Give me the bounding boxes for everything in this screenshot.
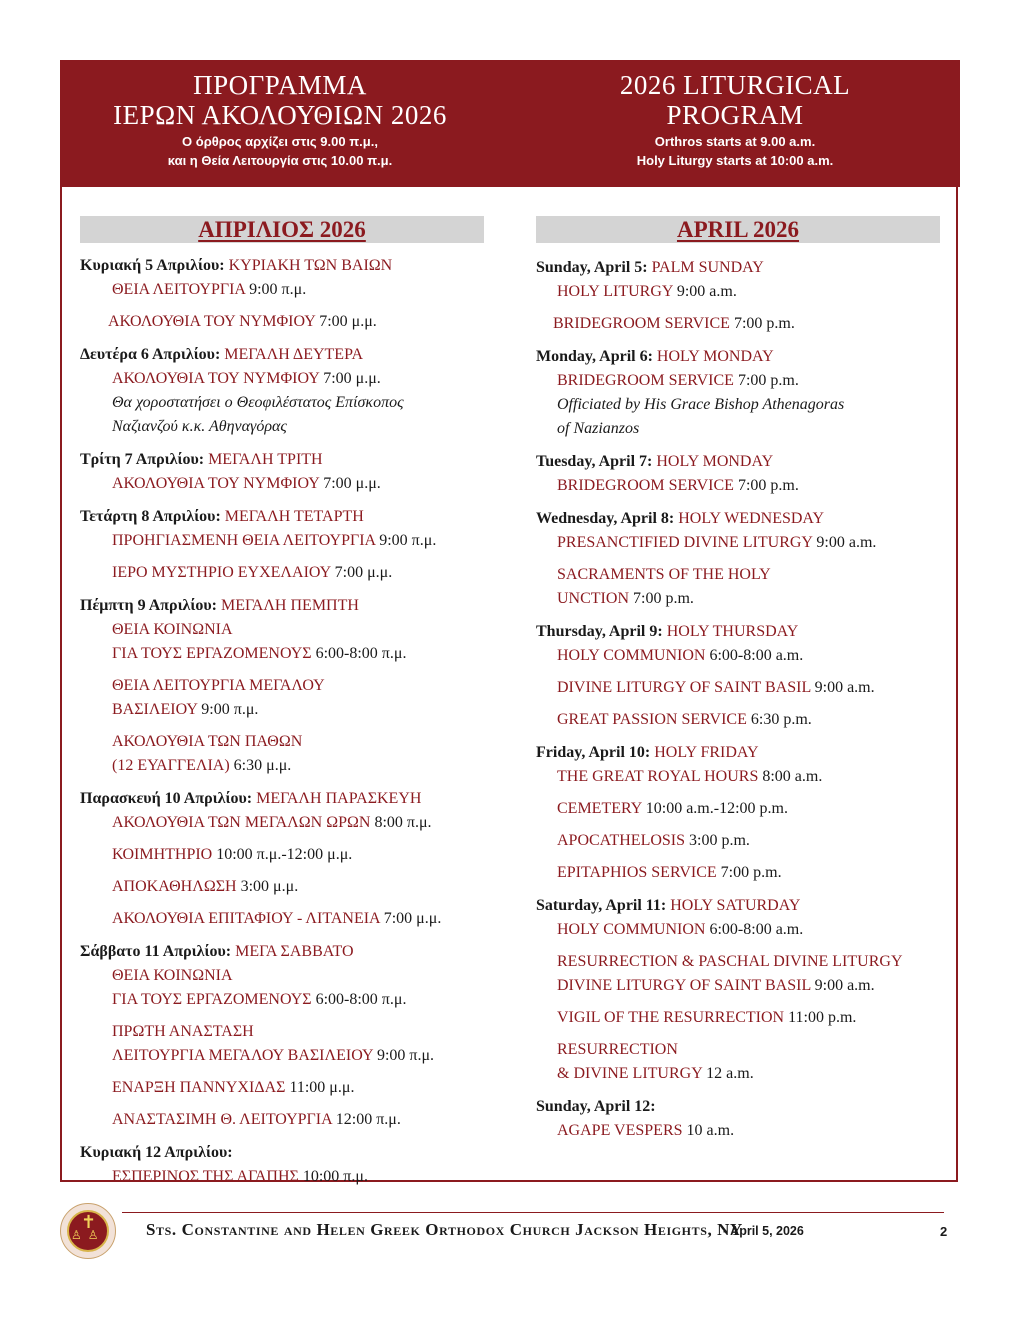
service-time: 7:00 μ.μ.	[383, 910, 442, 927]
header-english-sub-2: Holy Liturgy starts at 10:00 a.m.	[636, 153, 834, 168]
service-name: ΑΝΑΣΤΑΣΙΜΗ Θ. ΛΕΙΤΟΥΡΓΙΑ	[112, 1111, 332, 1128]
greek-service	[80, 367, 500, 439]
english-day	[536, 256, 948, 336]
english-service	[536, 280, 948, 304]
day-name: Sunday, April 12:	[536, 1098, 656, 1115]
service-note: Officiated by His Grace Bishop Athenagoras	[557, 396, 845, 413]
service-time: 7:00 p.m.	[737, 477, 799, 494]
service-line	[112, 1020, 500, 1044]
day-title: ΜΕΓΑΛΗ ΔΕΥΤΕΡΑ	[224, 346, 364, 363]
service-line	[557, 587, 948, 611]
english-day-header	[536, 620, 948, 644]
day-title: HOLY FRIDAY	[654, 744, 759, 761]
header-greek-title-1: ΠΡΟΓΡΑΜΜΑ	[193, 70, 367, 100]
service-line	[557, 676, 948, 700]
english-service	[536, 829, 948, 853]
service-line	[557, 417, 948, 441]
english-service	[536, 531, 948, 555]
day-name: Τρίτη 7 Απριλίου:	[80, 451, 205, 468]
footer-page-number: 2	[940, 1224, 948, 1239]
header-english	[515, 70, 955, 170]
day-title: PALM SUNDAY	[651, 259, 764, 276]
english-day	[536, 620, 948, 732]
church-seal-icon: ✝ ♙♙	[60, 1203, 116, 1259]
day-title: HOLY WEDNESDAY	[678, 510, 825, 527]
english-service	[536, 369, 948, 441]
english-service	[536, 1119, 948, 1143]
service-time: 10:00 a.m.-12:00 p.m.	[645, 800, 788, 817]
day-name: Πέμπτη 9 Απριλίου:	[80, 597, 217, 614]
service-line	[557, 797, 948, 821]
greek-day-header	[80, 940, 500, 964]
service-line	[112, 1076, 500, 1100]
service-name: ΕΣΠΕΡΙΝΟΣ ΤΗΣ ΑΓΑΠΗΣ	[112, 1168, 299, 1185]
service-time: 10:00 π.μ.	[302, 1168, 368, 1185]
service-name: RESURRECTION & PASCHAL DIVINE LITURGY	[557, 953, 903, 970]
service-name: HOLY LITURGY	[557, 283, 673, 300]
greek-service	[80, 674, 500, 722]
service-name: VIGIL OF THE RESURRECTION	[557, 1009, 785, 1026]
service-line	[557, 1119, 948, 1143]
service-time: 7:00 p.m.	[733, 315, 795, 332]
service-name: GREAT PASSION SERVICE	[557, 711, 747, 728]
day-name: Σάββατο 11 Απριλίου:	[80, 943, 232, 960]
service-line	[557, 1006, 948, 1030]
service-line	[112, 561, 500, 585]
service-time: 8:00 π.μ.	[374, 814, 432, 831]
service-time: 9:00 a.m.	[814, 679, 875, 696]
greek-day-header	[80, 594, 500, 618]
service-time: 10:00 π.μ.-12:00 μ.μ.	[216, 846, 353, 863]
service-name: PRESANCTIFIED DIVINE LITURGY	[557, 534, 813, 551]
service-line	[112, 472, 500, 496]
service-time: 7:00 p.m.	[633, 590, 694, 607]
service-name: ΙΕΡΟ ΜΥΣΤΗΡΙΟ ΕΥΧΕΛΑΙΟΥ	[112, 564, 331, 581]
service-line	[112, 988, 500, 1012]
service-line	[112, 391, 500, 415]
service-note: Θα χοροστατήσει ο Θεοφιλέστατος Επίσκοπος	[112, 394, 404, 411]
greek-day	[80, 343, 500, 439]
service-line	[112, 278, 500, 302]
day-title: ΜΕΓΑΛΗ ΠΕΜΠΤΗ	[221, 597, 359, 614]
service-time: 9:00 a.m.	[676, 283, 737, 300]
service-name: BRIDEGROOM SERVICE	[557, 372, 734, 389]
service-time: 6:00-8:00 a.m.	[709, 647, 804, 664]
service-name: APOCATHELOSIS	[557, 832, 686, 849]
day-title: HOLY SATURDAY	[670, 897, 801, 914]
english-month-label: APRIL 2026	[676, 217, 800, 242]
service-line	[112, 415, 500, 439]
day-title: HOLY MONDAY	[656, 348, 774, 365]
service-time: 9:00 a.m.	[816, 534, 877, 551]
service-name: ΒΑΣΙΛΕΙΟΥ	[112, 701, 198, 718]
english-month-heading	[536, 216, 940, 243]
service-line	[112, 367, 500, 391]
english-day-header	[536, 507, 948, 531]
service-time: 6:30 μ.μ.	[233, 757, 292, 774]
english-day-header	[536, 741, 948, 765]
service-line	[557, 974, 948, 998]
header-english-sub-1: Orthros starts at 9.00 a.m.	[654, 134, 816, 149]
english-service	[536, 676, 948, 700]
day-name: Sunday, April 5:	[536, 259, 648, 276]
service-line	[557, 918, 948, 942]
english-service	[536, 765, 948, 789]
english-service	[536, 563, 948, 611]
english-service	[536, 797, 948, 821]
service-name: ΛΕΙΤΟΥΡΓΙΑ ΜΕΓΑΛΟΥ ΒΑΣΙΛΕΙΟΥ	[112, 1047, 373, 1064]
service-name: DIVINE LITURGY OF SAINT BASIL	[557, 977, 811, 994]
service-time: 8:00 a.m.	[762, 768, 823, 785]
greek-month-heading	[80, 216, 484, 243]
day-name: Δευτέρα 6 Απριλίου:	[80, 346, 221, 363]
service-line	[112, 1108, 500, 1132]
greek-service	[80, 278, 500, 302]
service-line	[557, 369, 948, 393]
greek-service	[76, 310, 500, 334]
service-line	[557, 950, 948, 974]
service-time: 9:00 π.μ.	[376, 1047, 435, 1064]
english-service	[532, 312, 948, 336]
english-service	[536, 1006, 948, 1030]
greek-service	[80, 1108, 500, 1132]
footer-rule	[122, 1212, 944, 1213]
english-service	[536, 474, 948, 498]
service-name: ΑΚΟΛΟΥΘΙΑ ΤΟΥ ΝΥΜΦΙΟΥ	[108, 313, 316, 330]
day-name: Κυριακή 5 Απριλίου:	[80, 257, 225, 274]
greek-day	[80, 505, 500, 585]
service-name: CEMETERY	[557, 800, 642, 817]
service-time: 9:00 a.m.	[814, 977, 875, 994]
greek-day	[80, 254, 500, 334]
service-line	[112, 618, 500, 642]
service-name: ΓΙΑ ΤΟΥΣ ΕΡΓΑΖΟΜΕΝΟΥΣ	[112, 991, 312, 1008]
service-line	[557, 765, 948, 789]
service-time: 11:00 p.m.	[788, 1009, 857, 1026]
service-name: ΑΚΟΛΟΥΘΙΑ ΤΟΥ ΝΥΜΦΙΟΥ	[112, 370, 320, 387]
day-title: ΜΕΓΑΛΗ ΤΕΤΑΡΤΗ	[224, 508, 364, 525]
service-name: & DIVINE LITURGY	[557, 1065, 703, 1082]
service-note: of Nazianzos	[557, 420, 640, 437]
header-greek	[60, 70, 500, 170]
service-name: ΘΕΙΑ ΚΟΙΝΩΝΙΑ	[112, 621, 233, 638]
service-name: ΕΝΑΡΞΗ ΠΑΝΝΥΧΙΔΑΣ	[112, 1079, 286, 1096]
header-greek-title-2: ΙΕΡΩΝ ΑΚΟΛΟΥΘΙΩΝ 2026	[113, 100, 447, 130]
service-name: UNCTION	[557, 590, 629, 607]
service-line	[557, 1038, 948, 1062]
greek-month-label: ΑΠΡΙΛΙΟΣ 2026	[198, 217, 366, 242]
day-name: Κυριακή 12 Απριλίου:	[80, 1144, 233, 1161]
english-service	[536, 861, 948, 885]
greek-day-header	[80, 787, 500, 811]
service-name: ΓΙΑ ΤΟΥΣ ΕΡΓΑΖΟΜΕΝΟΥΣ	[112, 645, 312, 662]
service-line	[557, 474, 948, 498]
day-name: Monday, April 6:	[536, 348, 653, 365]
service-line	[112, 907, 500, 931]
greek-service	[80, 529, 500, 553]
service-line	[112, 730, 500, 754]
header-banner	[60, 60, 960, 187]
greek-service	[80, 472, 500, 496]
greek-day	[80, 448, 500, 496]
service-name: ΑΠΟΚΑΘΗΛΩΣΗ	[112, 878, 237, 895]
header-greek-sub-1: Ο όρθρος αρχίζει στις 9.00 π.μ.,	[182, 134, 378, 149]
service-line	[112, 811, 500, 835]
service-time: 12 a.m.	[706, 1065, 754, 1082]
english-service	[536, 644, 948, 668]
day-title: HOLY MONDAY	[656, 453, 774, 470]
service-time: 12:00 π.μ.	[335, 1111, 401, 1128]
service-name: ΑΚΟΛΟΥΘΙΑ ΕΠΙΤΑΦΙΟΥ - ΛΙΤΑΝΕΙΑ	[112, 910, 380, 927]
service-name: BRIDEGROOM SERVICE	[553, 315, 730, 332]
service-name: HOLY COMMUNION	[557, 921, 706, 938]
footer-church-name: Sts. Constantine and Helen Greek Orthodox Church Jackson Heights, NY	[146, 1220, 743, 1239]
service-name: ΘΕΙΑ ΛΕΙΤΟΥΡΓΙΑ ΜΕΓΑΛΟΥ	[112, 677, 325, 694]
day-name: Τετάρτη 8 Απριλίου:	[80, 508, 221, 525]
greek-schedule	[80, 254, 500, 1198]
service-line	[557, 280, 948, 304]
service-line	[553, 312, 948, 336]
service-line	[557, 531, 948, 555]
header-greek-sub-2: και η Θεία Λειτουργία στις 10.00 π.μ.	[167, 153, 393, 168]
service-line	[557, 861, 948, 885]
service-time: 7:00 p.m.	[737, 372, 799, 389]
service-time: 7:00 μ.μ.	[319, 313, 377, 330]
greek-service	[80, 1020, 500, 1068]
service-name: ΑΚΟΛΟΥΘΙΑ ΤΩΝ ΜΕΓΑΛΩΝ ΩΡΩΝ	[112, 814, 371, 831]
service-time: 10 a.m.	[686, 1122, 735, 1139]
greek-day-header	[80, 1141, 500, 1165]
service-note: Ναζιανζού κ.κ. Αθηναγόρας	[112, 418, 287, 435]
english-service	[536, 950, 948, 998]
service-line	[557, 829, 948, 853]
service-name: RESURRECTION	[557, 1041, 678, 1058]
service-name: BRIDEGROOM SERVICE	[557, 477, 734, 494]
service-line	[112, 964, 500, 988]
day-name: Friday, April 10:	[536, 744, 651, 761]
service-name: (12 ΕΥΑΓΓΕΛΙΑ)	[112, 757, 230, 774]
service-line	[557, 708, 948, 732]
greek-day	[80, 940, 500, 1132]
greek-service	[80, 618, 500, 666]
day-name: Saturday, April 11:	[536, 897, 667, 914]
service-time: 6:30 p.m.	[750, 711, 812, 728]
day-name: Παρασκευή 10 Απριλίου:	[80, 790, 253, 807]
greek-service	[80, 843, 500, 867]
service-line	[112, 642, 500, 666]
service-line	[112, 1044, 500, 1068]
service-name: SACRAMENTS OF THE HOLY	[557, 566, 771, 583]
service-name: THE GREAT ROYAL HOURS	[557, 768, 759, 785]
service-time: 9:00 π.μ.	[379, 532, 437, 549]
service-line	[557, 644, 948, 668]
service-time: 7:00 μ.μ.	[334, 564, 393, 581]
service-line	[112, 843, 500, 867]
service-name: HOLY COMMUNION	[557, 647, 706, 664]
english-day-header	[536, 450, 948, 474]
service-line	[112, 875, 500, 899]
greek-day-header	[80, 343, 500, 367]
service-time: 7:00 μ.μ.	[323, 475, 381, 492]
service-line	[112, 754, 500, 778]
english-day-header	[536, 256, 948, 280]
service-time: 9:00 π.μ.	[201, 701, 259, 718]
service-name: AGAPE VESPERS	[557, 1122, 683, 1139]
service-name: ΠΡΟΗΓΙΑΣΜΕΝΗ ΘΕΙΑ ΛΕΙΤΟΥΡΓΙΑ	[112, 532, 376, 549]
service-line	[108, 310, 500, 334]
english-service	[536, 708, 948, 732]
greek-service	[80, 1165, 500, 1189]
english-day	[536, 741, 948, 885]
day-name: Wednesday, April 8:	[536, 510, 675, 527]
greek-service	[80, 1076, 500, 1100]
service-line	[557, 1062, 948, 1086]
service-line	[557, 393, 948, 417]
header-english-title-2: PROGRAM	[666, 100, 804, 130]
english-day	[536, 894, 948, 1086]
day-title: ΚΥΡΙΑΚΗ ΤΩΝ ΒΑΙΩΝ	[228, 257, 393, 274]
greek-service	[80, 875, 500, 899]
day-title: ΜΕΓΑΛΗ ΠΑΡΑΣΚΕΥΗ	[256, 790, 422, 807]
english-day	[536, 345, 948, 441]
greek-day-header	[80, 505, 500, 529]
english-service	[536, 1038, 948, 1086]
english-day	[536, 507, 948, 611]
english-service	[536, 918, 948, 942]
service-time: 6:00-8:00 π.μ.	[315, 991, 407, 1008]
service-name: ΠΡΩΤΗ ΑΝΑΣΤΑΣΗ	[112, 1023, 254, 1040]
greek-service	[80, 730, 500, 778]
service-line	[112, 698, 500, 722]
service-name: ΑΚΟΛΟΥΘΙΑ ΤΟΥ ΝΥΜΦΙΟΥ	[112, 475, 320, 492]
day-name: Thursday, April 9:	[536, 623, 663, 640]
service-name: EPITAPHIOS SERVICE	[557, 864, 717, 881]
greek-day-header	[80, 448, 500, 472]
service-name: ΘΕΙΑ ΚΟΙΝΩΝΙΑ	[112, 967, 233, 984]
service-name: ΑΚΟΛΟΥΘΙΑ ΤΩΝ ΠΑΘΩΝ	[112, 733, 303, 750]
english-day-header	[536, 1095, 948, 1119]
greek-service	[80, 561, 500, 585]
day-title: HOLY THURSDAY	[666, 623, 799, 640]
greek-day	[80, 1141, 500, 1189]
service-line	[112, 1165, 500, 1189]
service-name: ΘΕΙΑ ΛΕΙΤΟΥΡΓΙΑ	[112, 281, 246, 298]
service-time: 3:00 p.m.	[689, 832, 750, 849]
service-time: 6:00-8:00 a.m.	[709, 921, 804, 938]
service-time: 3:00 μ.μ.	[240, 878, 299, 895]
service-name: ΚΟΙΜΗΤΗΡΙΟ	[112, 846, 213, 863]
english-day-header	[536, 894, 948, 918]
service-line	[557, 563, 948, 587]
service-time: 7:00 μ.μ.	[323, 370, 381, 387]
service-line	[112, 674, 500, 698]
greek-day-header	[80, 254, 500, 278]
english-day-header	[536, 345, 948, 369]
service-time: 9:00 π.μ.	[249, 281, 307, 298]
english-day	[536, 1095, 948, 1143]
greek-day	[80, 787, 500, 931]
day-title: ΜΕΓΑΛΗ ΤΡΙΤΗ	[208, 451, 323, 468]
english-day	[536, 450, 948, 498]
greek-service	[80, 907, 500, 931]
header-english-title-1: 2026 LITURGICAL	[619, 70, 851, 100]
day-title: ΜΕΓΑ ΣΑΒΒΑΤΟ	[235, 943, 354, 960]
service-name: DIVINE LITURGY OF SAINT BASIL	[557, 679, 811, 696]
service-time: 7:00 p.m.	[720, 864, 782, 881]
service-time: 11:00 μ.μ.	[289, 1079, 355, 1096]
service-line	[112, 529, 500, 553]
greek-service	[80, 811, 500, 835]
footer-date: - April 5, 2026	[723, 1224, 804, 1238]
english-schedule	[536, 256, 948, 1152]
greek-day	[80, 594, 500, 778]
greek-service	[80, 964, 500, 1012]
service-time: 6:00-8:00 π.μ.	[315, 645, 407, 662]
day-name: Tuesday, April 7:	[536, 453, 653, 470]
